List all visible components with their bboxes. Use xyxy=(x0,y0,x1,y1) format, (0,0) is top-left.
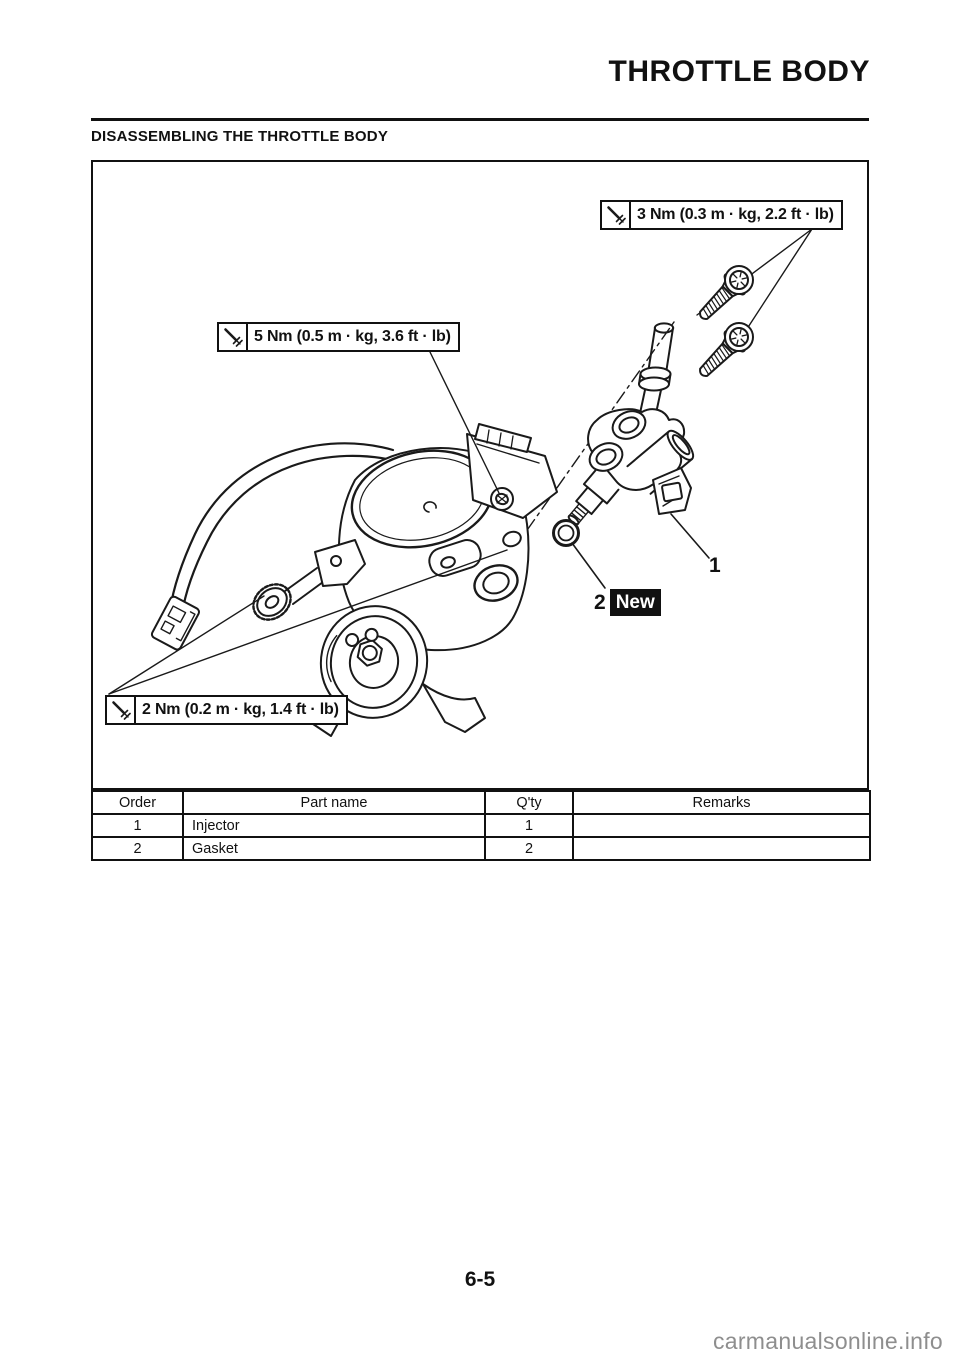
new-part-badge: New xyxy=(610,589,661,616)
section-title: DISASSEMBLING THE THROTTLE BODY xyxy=(91,128,389,145)
page-title: THROTTLE BODY xyxy=(608,55,870,88)
parts-table xyxy=(91,790,871,861)
watermark: carmanualsonline.info xyxy=(712,1328,943,1354)
cell-order: 2 xyxy=(92,837,183,860)
page-number: 6-5 xyxy=(464,1268,496,1291)
torque-value: 5 Nm (0.5 m · kg, 3.6 ft · lb) xyxy=(254,328,451,345)
torque-wrench-icon xyxy=(107,697,136,723)
flange-bolt xyxy=(692,260,759,327)
cell-remarks xyxy=(573,814,870,837)
col-header-partname: Part name xyxy=(183,791,485,814)
gasket-o-ring xyxy=(554,521,579,546)
torque-callout-2nm xyxy=(105,695,348,725)
part-label-2-number: 2 xyxy=(594,590,606,614)
cell-part: Gasket xyxy=(183,837,485,860)
col-header-remarks: Remarks xyxy=(573,791,870,814)
torque-value: 3 Nm (0.3 m · kg, 2.2 ft · lb) xyxy=(637,206,834,223)
title-rule xyxy=(91,118,869,121)
torque-callout-3nm xyxy=(600,200,843,230)
torque-value: 2 Nm (0.2 m · kg, 1.4 ft · lb) xyxy=(142,701,339,718)
exploded-view-figure xyxy=(91,160,869,790)
part-label-1: 1 xyxy=(709,554,721,577)
parts-table-header-row xyxy=(92,791,870,814)
torque-callout-5nm xyxy=(217,322,460,352)
flange-bolt xyxy=(692,317,759,384)
cell-qty: 2 xyxy=(485,837,573,860)
torque-wrench-icon xyxy=(602,202,631,228)
table-row xyxy=(92,837,870,860)
cell-remarks xyxy=(573,837,870,860)
cell-qty: 1 xyxy=(485,814,573,837)
cable-connector-plug xyxy=(151,595,201,651)
col-header-qty: Q'ty xyxy=(485,791,573,814)
mount-foot xyxy=(423,684,485,732)
part-label-2 xyxy=(594,589,661,616)
cell-order: 1 xyxy=(92,814,183,837)
torque-wrench-icon xyxy=(219,324,248,350)
col-header-order: Order xyxy=(92,791,183,814)
cell-part: Injector xyxy=(183,814,485,837)
fuel-pipe xyxy=(639,323,673,418)
table-row xyxy=(92,814,870,837)
